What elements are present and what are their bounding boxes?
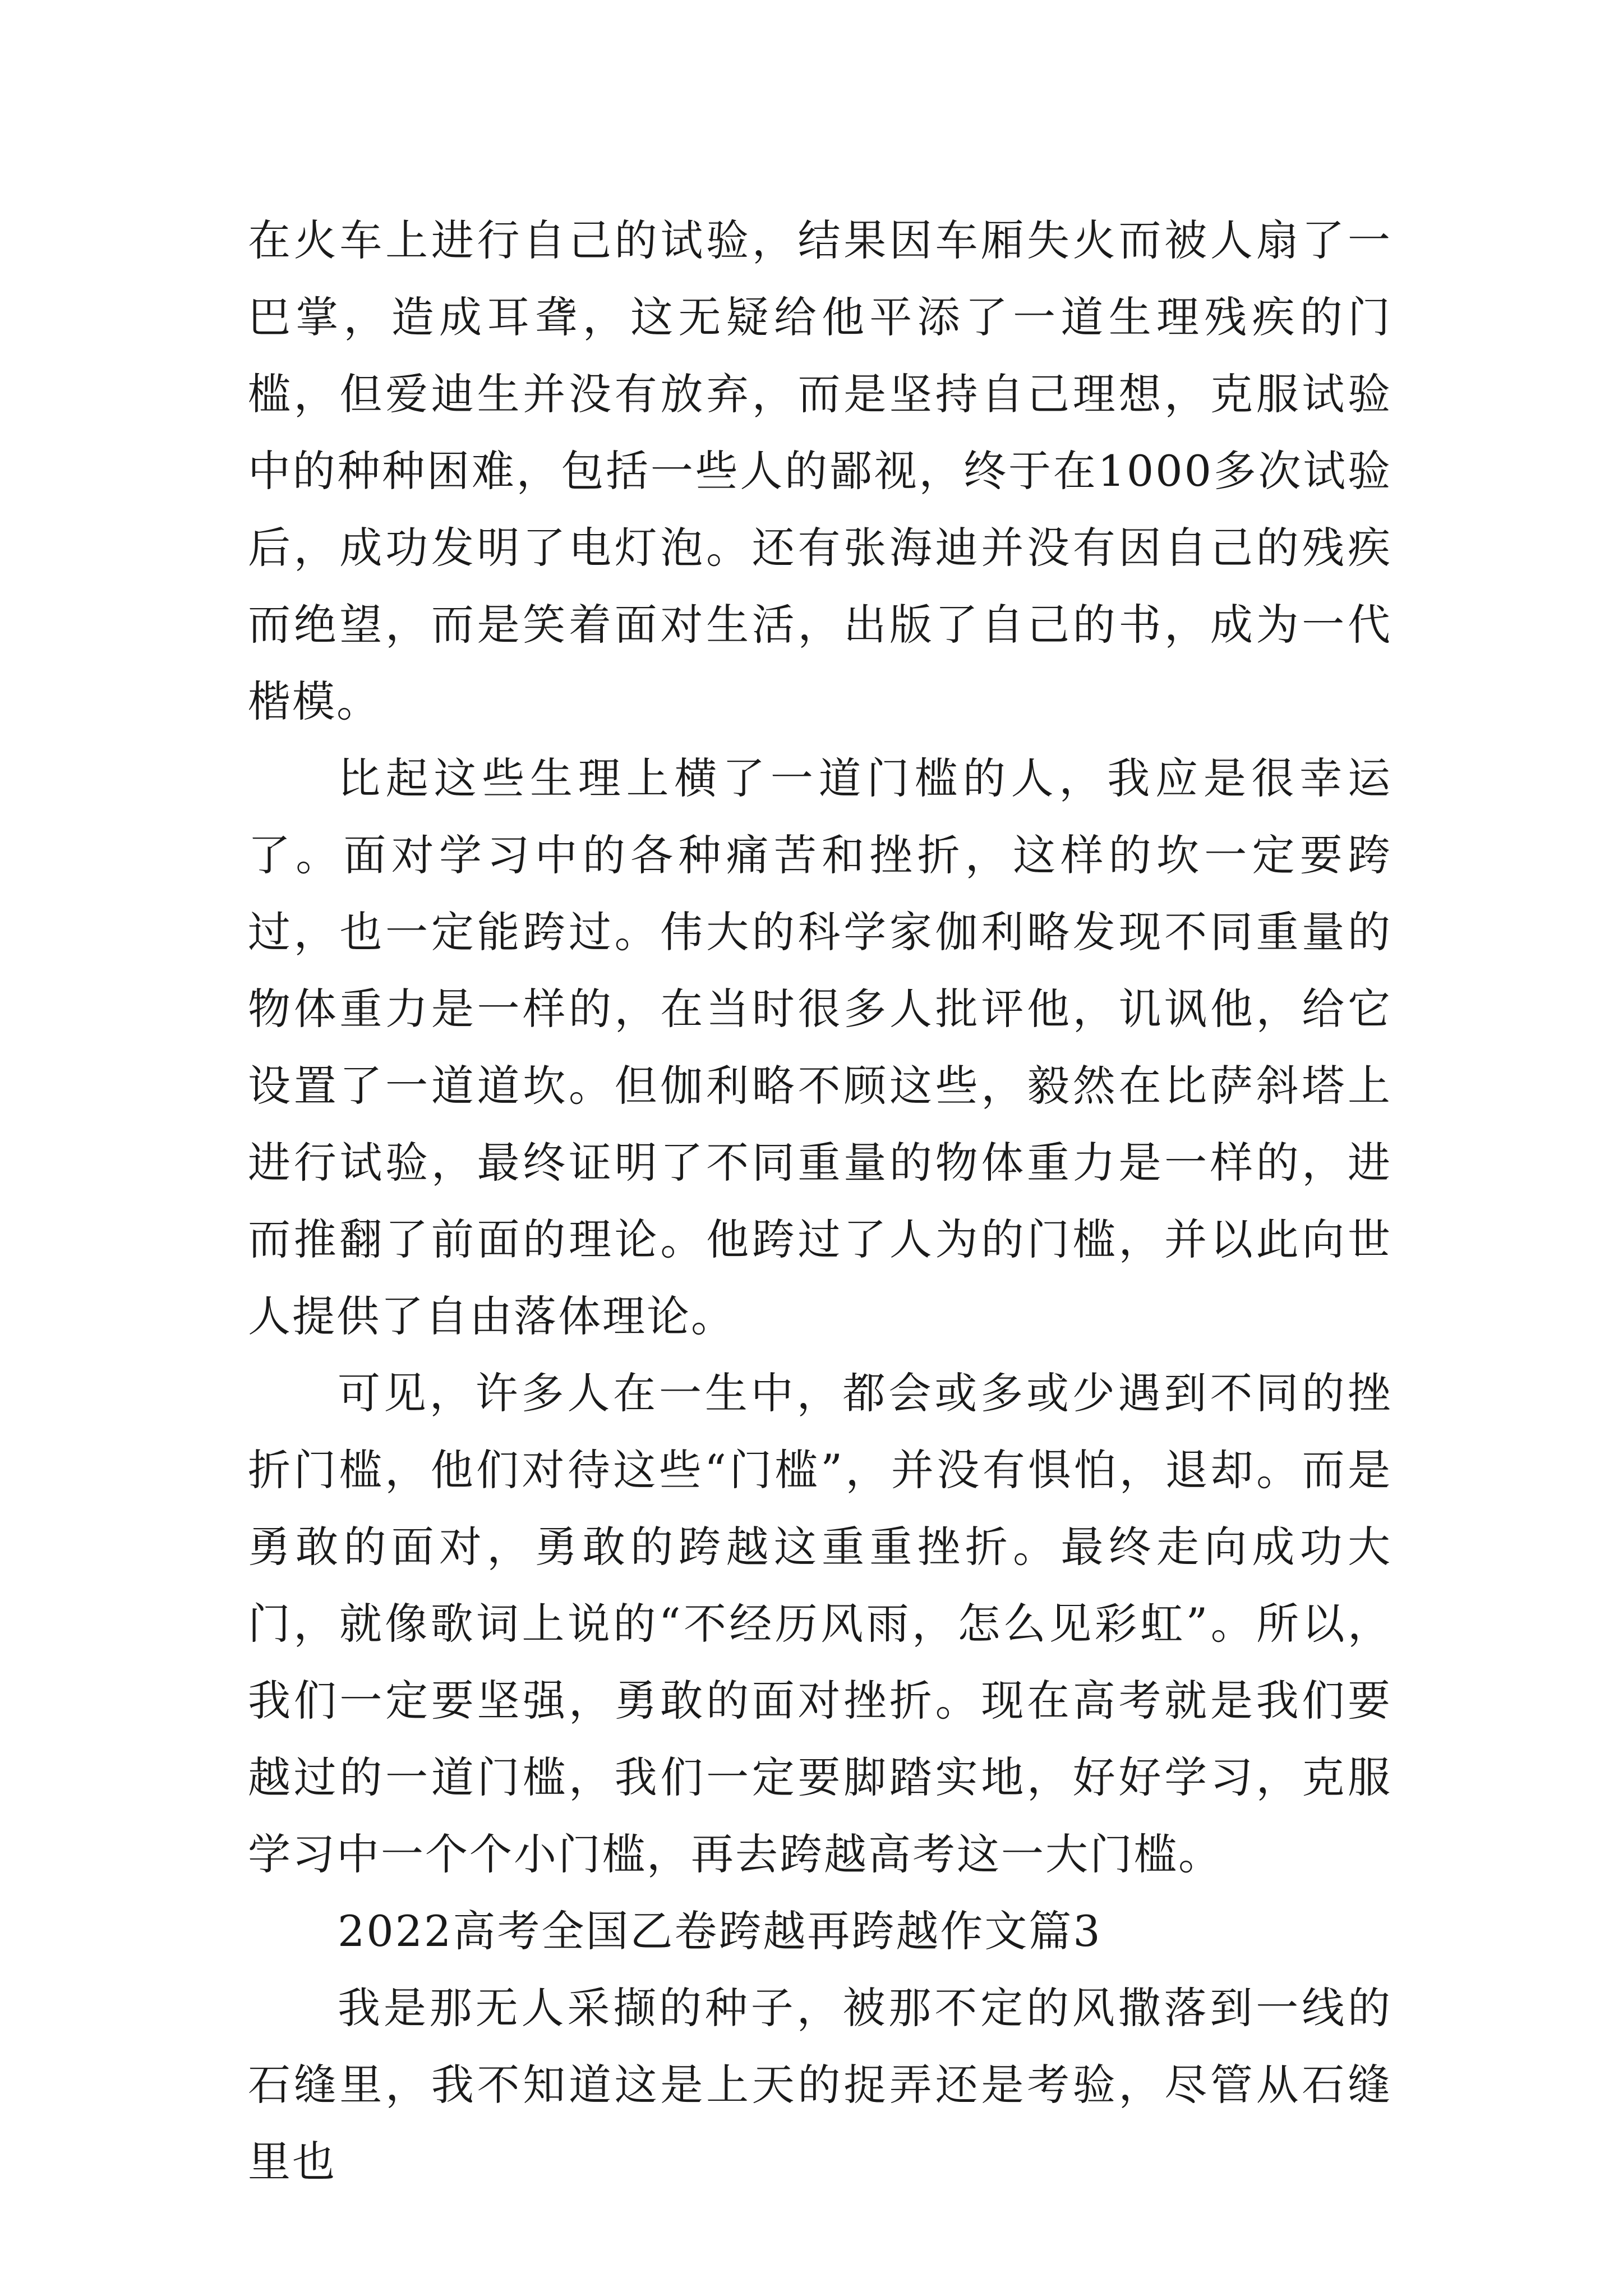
section-heading: 2022高考全国乙卷跨越再跨越作文篇3 <box>338 1906 1102 1956</box>
paragraph: 比起这些生理上横了一道门槛的人，我应是很幸运了。面对学习中的各种痛苦和挫折，这样的坎一定要跨过，也一定能跨过。伟大的科学家伽利略发现不同重量的物体重力是一样的，在当时很多人批评他，讥讽他，给它设置了一道道坎。但伽利略不顾这些，毅然在比萨斜塔上进行试验，最终证明了不同重量的物体重力是一样的，进而推翻了前面的理论。他跨过了人为的门槛，并以此向世人提供了自由落体理论。 <box>248 753 1392 1341</box>
document-body <box>248 202 1392 2200</box>
paragraph: 我是那无人采撷的种子，被那不定的风撒落到一线的石缝里，我不知道这是上天的捉弄还是考验，尽管从石缝里也 <box>248 1983 1392 2187</box>
paragraph: 在火车上进行自己的试验，结果因车厢失火而被人扇了一巴掌，造成耳聋，这无疑给他平添了一道生理残疾的门槛，但爱迪生并没有放弃，而是坚持自己理想，克服试验中的种种困难，包括一些人的鄙视，终于在1000多次试验后，成功发明了电灯泡。还有张海迪并没有因自己的残疾而绝望，而是笑着面对生活，出版了自己的书，成为一代楷模。 <box>248 215 1392 726</box>
paragraph: 可见，许多人在一生中，都会或多或少遇到不同的挫折门槛，他们对待这些“门槛”，并没有惧怕，退却。而是勇敢的面对，勇敢的跨越这重重挫折。最终走向成功大门，就像歌词上说的“不经历风雨，怎么见彩虹”。所以，我们一定要坚强，勇敢的面对挫折。现在高考就是我们要越过的一道门槛，我们一定要脚踏实地，好好学习，克服学习中一个个小门槛，再去跨越高考这一大门槛。 <box>248 1368 1392 1879</box>
